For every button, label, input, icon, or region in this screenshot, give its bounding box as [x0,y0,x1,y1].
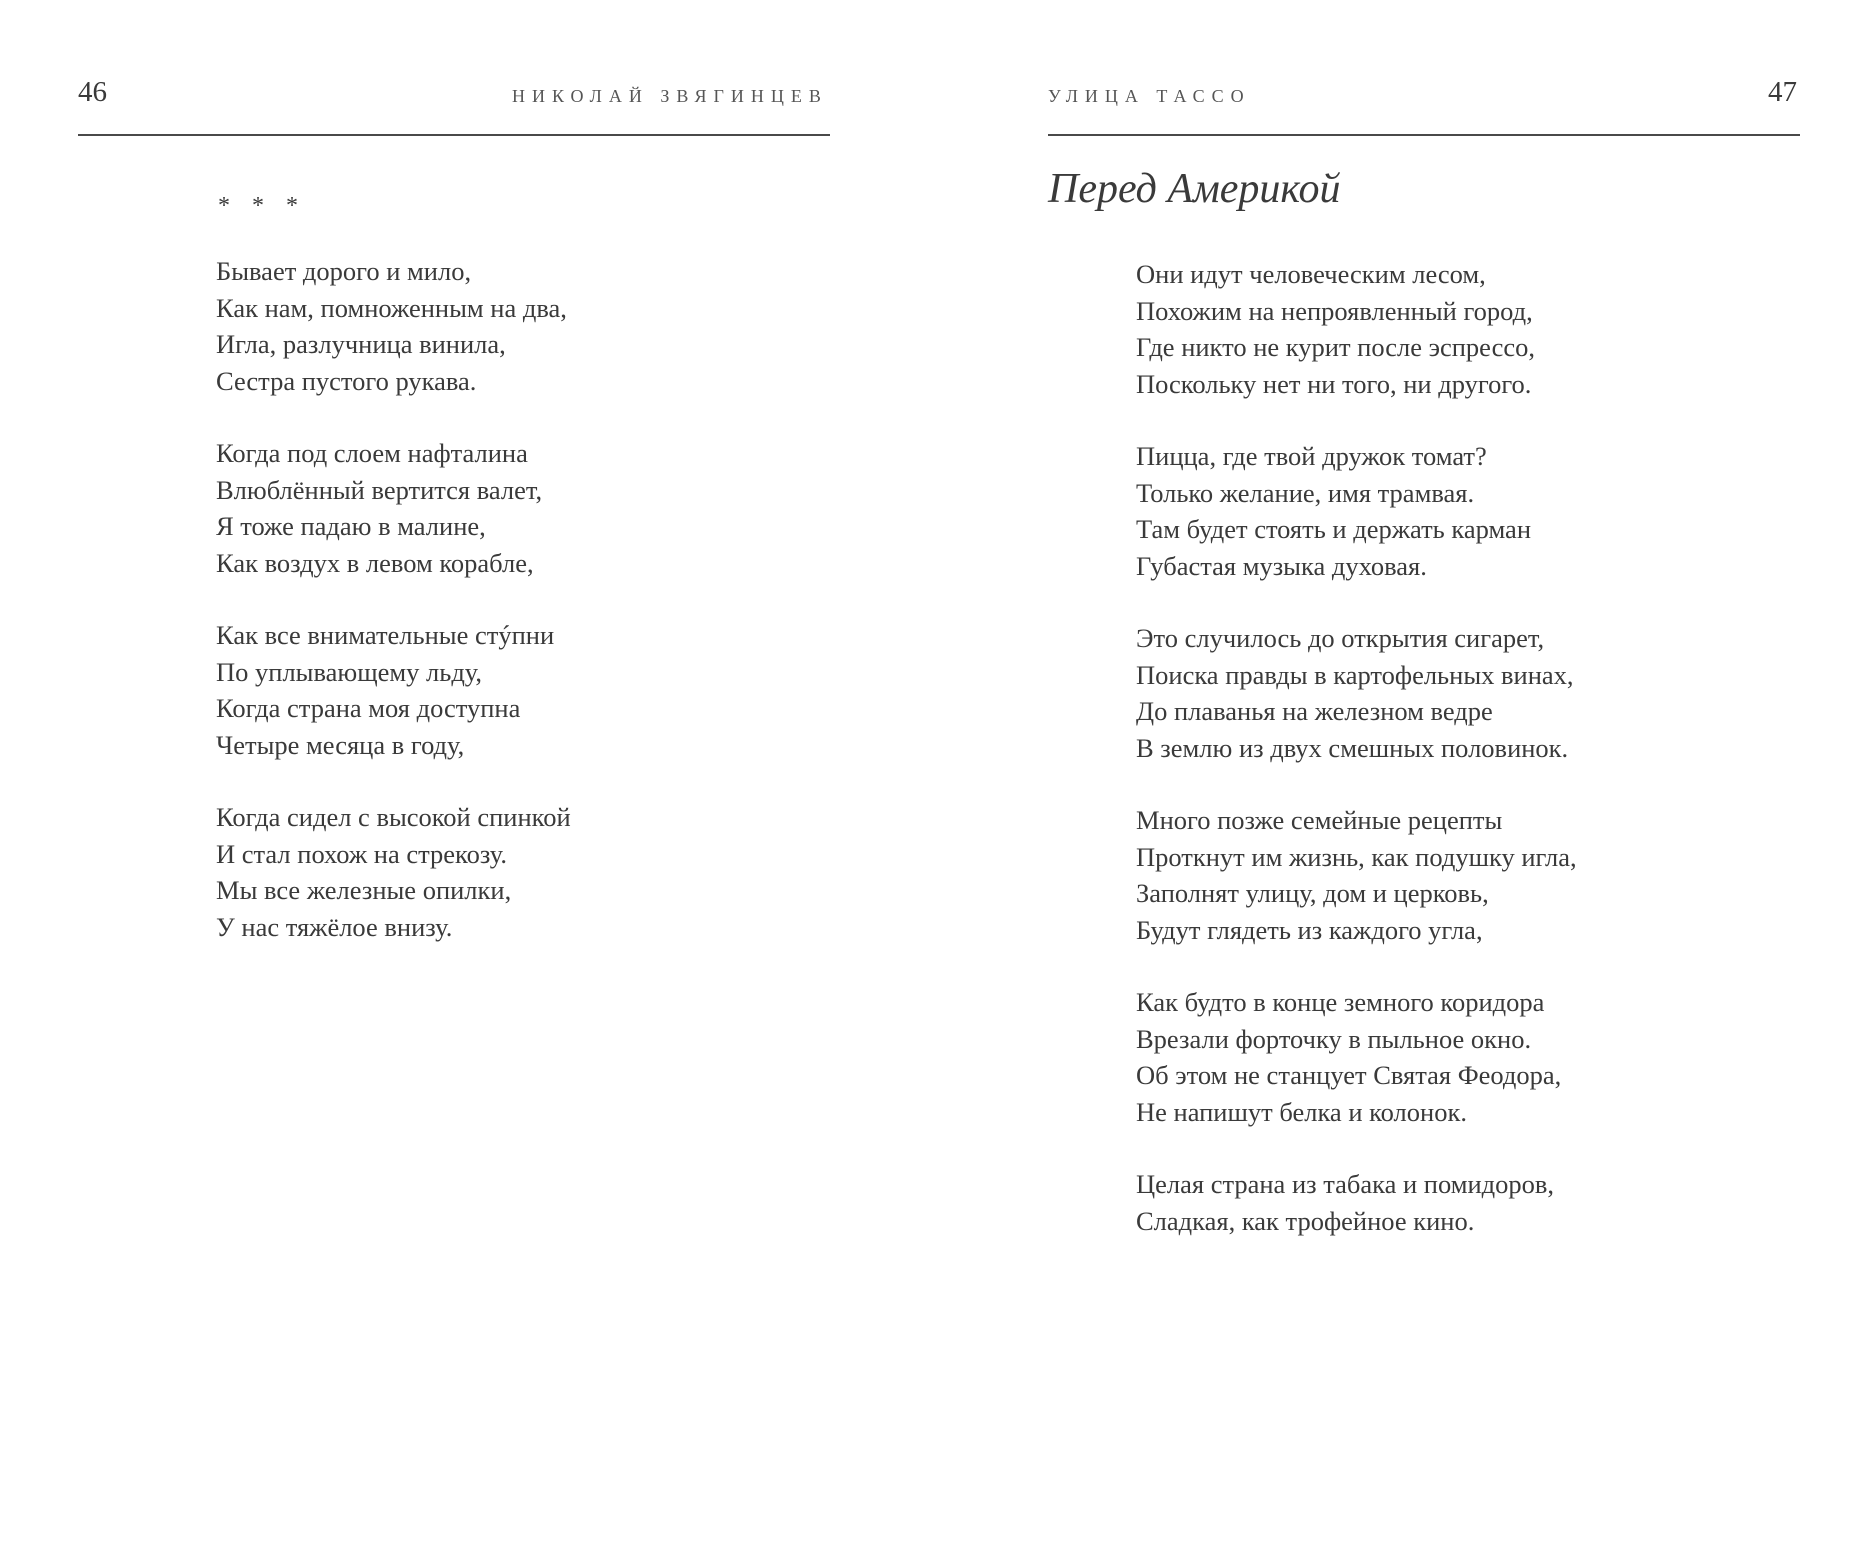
header-rule [1048,134,1800,136]
poem-line: Мы все железные опилки, [216,875,512,905]
poem-line: Об этом не станцует Святая Феодора, [1136,1060,1562,1090]
stanza [1136,802,1577,948]
poem-line: Как воздух в левом корабле, [216,547,534,578]
stanza [216,253,571,399]
poem-line: В землю из двух смешных половинок. [1136,732,1569,763]
poem-line: И стал похож на стрекозу. [216,838,507,869]
poem-line: Пицца, где твой дружок томат? [1136,441,1487,471]
poem-line: Там будет стоять и держать карман [1136,514,1532,544]
poem-line: Как нам, помноженным на два, [216,292,567,323]
stanza [1136,620,1577,766]
stanza [216,435,571,581]
poem-line: По уплывающему льду, [216,656,483,687]
poem-line: Врезали форточку в пыльное окно. [1136,1023,1532,1054]
poem-line: Как все внимательные стýпни [216,620,555,650]
poem-line: Влюблённый вертится валет, [216,474,543,505]
poem-title: Перед Америкой [1048,166,1341,212]
running-head-section: УЛИЦА ТАССО [1048,86,1251,106]
running-head-author: НИКОЛАЙ ЗВЯГИНЦЕВ [512,86,828,106]
stanza [1136,1166,1577,1239]
poem-line: Много позже семейные рецепты [1136,805,1503,835]
poem-line: Поскольку нет ни того, ни другого. [1136,368,1532,399]
poem-line: Поиска правды в картофельных винах, [1136,659,1574,690]
poem-line: Проткнут им жизнь, как подушку игла, [1136,841,1577,872]
poem-line: Когда страна моя доступна [216,693,521,723]
poem-line: Это случилось до открытия сигарет, [1136,623,1545,653]
right-page [936,0,1872,1544]
poem-line: Где никто не курит после эспрессо, [1136,332,1536,362]
poem-separator-asterisks: * * * [218,193,306,219]
page-number: 47 [1768,76,1797,108]
poem-line: Заполнят улицу, дом и церковь, [1136,878,1489,908]
poem-line: Губастая музыка духовая. [1136,550,1427,581]
poem-line: Бывает дорого и мило, [216,256,472,286]
stanza [216,799,571,945]
poem-line: Целая страна из табака и помидоров, [1136,1169,1555,1199]
poem-body [216,253,571,981]
header-rule [78,134,830,136]
poem-line: Будут глядеть из каждого угла, [1136,914,1483,945]
poem-line: Четыре месяца в году, [216,729,465,760]
stanza [1136,438,1577,584]
poem-line: Похожим на непроявленный город, [1136,295,1533,326]
poem-line: Игла, разлучница винила, [216,329,506,359]
poem-line: Когда под слоем нафталина [216,438,528,468]
poem-line: Я тоже падаю в малине, [216,511,486,541]
poem-body [1136,256,1577,1275]
stanza [1136,256,1577,402]
poem-line: Сестра пустого рукава. [216,365,477,396]
poem-line: У нас тяжёлое внизу. [216,911,453,942]
page-number: 46 [78,76,107,108]
poem-line: Сладкая, как трофейное кино. [1136,1205,1475,1236]
stanza [1136,984,1577,1130]
poem-line: Только желание, имя трамвая. [1136,477,1475,508]
poem-line: До плаванья на железном ведре [1136,696,1493,726]
poem-line: Не напишут белка и колонок. [1136,1096,1467,1127]
poem-line: Они идут человеческим лесом, [1136,259,1486,289]
poem-line: Когда сидел с высокой спинкой [216,802,571,832]
stanza [216,617,571,763]
poem-line: Как будто в конце земного коридора [1136,987,1545,1017]
